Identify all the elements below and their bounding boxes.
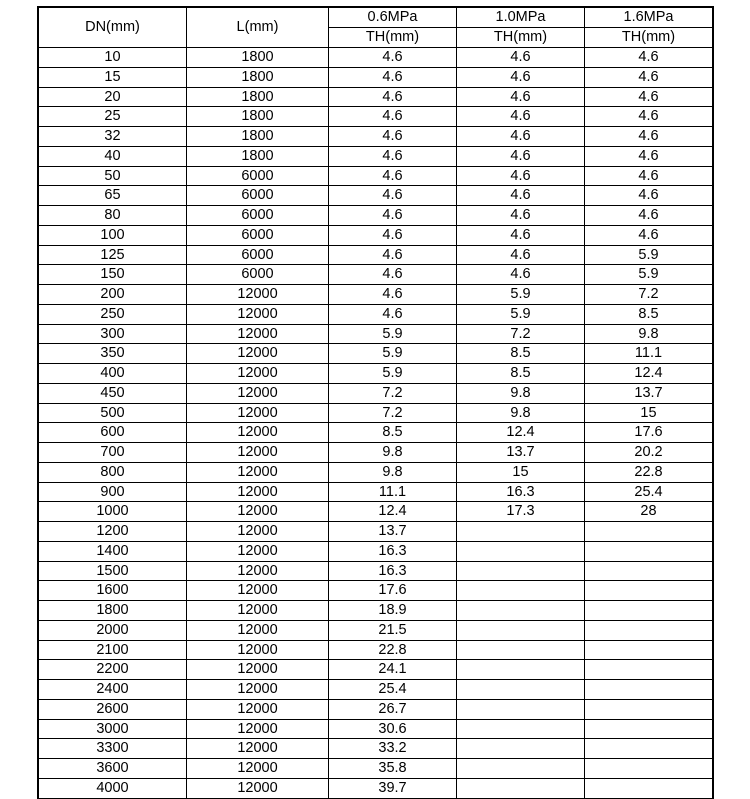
cell-length: 1800 [187,127,329,147]
cell-th-1-6mpa: 4.6 [585,87,713,107]
cell-dn: 200 [39,285,187,305]
table-row [39,759,713,779]
table-row [39,166,713,186]
table-row [39,601,713,621]
table-row [39,285,713,305]
cell-th-1-0mpa: 15 [457,462,585,482]
cell-dn: 450 [39,383,187,403]
cell-th-0-6mpa: 8.5 [329,423,457,443]
cell-th-1-0mpa: 7.2 [457,324,585,344]
cell-th-0-6mpa: 4.6 [329,67,457,87]
cell-dn: 1600 [39,581,187,601]
cell-length: 12000 [187,601,329,621]
table-row [39,719,713,739]
cell-th-1-0mpa: 4.6 [457,48,585,68]
cell-th-0-6mpa: 22.8 [329,640,457,660]
cell-th-1-0mpa: 8.5 [457,344,585,364]
cell-th-1-0mpa: 4.6 [457,166,585,186]
table-row [39,660,713,680]
table-row [39,462,713,482]
table-row [39,324,713,344]
cell-dn: 50 [39,166,187,186]
table-row [39,87,713,107]
cell-length: 12000 [187,304,329,324]
table-row [39,620,713,640]
cell-th-1-0mpa: 9.8 [457,403,585,423]
cell-th-0-6mpa: 4.6 [329,304,457,324]
cell-th-1-0mpa [457,660,585,680]
cell-th-1-0mpa [457,541,585,561]
cell-th-1-0mpa: 4.6 [457,107,585,127]
cell-length: 6000 [187,186,329,206]
cell-th-0-6mpa: 4.6 [329,285,457,305]
cell-th-1-6mpa: 5.9 [585,265,713,285]
cell-th-1-6mpa [585,620,713,640]
table-row [39,265,713,285]
table-row [39,443,713,463]
cell-dn: 1400 [39,541,187,561]
cell-dn: 4000 [39,778,187,798]
cell-th-1-6mpa: 4.6 [585,48,713,68]
cell-dn: 150 [39,265,187,285]
cell-th-1-6mpa [585,541,713,561]
cell-th-1-6mpa: 5.9 [585,245,713,265]
cell-th-1-6mpa [585,778,713,798]
header-row-top [39,8,713,28]
cell-length: 12000 [187,502,329,522]
cell-length: 12000 [187,344,329,364]
cell-length: 12000 [187,620,329,640]
table-row [39,383,713,403]
table-body [39,48,713,799]
cell-length: 12000 [187,699,329,719]
cell-th-1-0mpa: 4.6 [457,245,585,265]
cell-th-1-6mpa: 4.6 [585,225,713,245]
cell-length: 12000 [187,739,329,759]
cell-dn: 25 [39,107,187,127]
cell-th-0-6mpa: 5.9 [329,344,457,364]
cell-length: 12000 [187,561,329,581]
cell-dn: 100 [39,225,187,245]
cell-th-0-6mpa: 16.3 [329,561,457,581]
cell-th-0-6mpa: 4.6 [329,186,457,206]
cell-th-1-6mpa: 28 [585,502,713,522]
table-row [39,245,713,265]
cell-th-0-6mpa: 12.4 [329,502,457,522]
table-row [39,561,713,581]
cell-length: 1800 [187,67,329,87]
cell-th-1-0mpa: 4.6 [457,186,585,206]
cell-th-0-6mpa: 7.2 [329,383,457,403]
cell-dn: 40 [39,146,187,166]
cell-length: 12000 [187,640,329,660]
table-row [39,482,713,502]
cell-th-1-0mpa: 4.6 [457,146,585,166]
cell-th-1-0mpa [457,561,585,581]
cell-th-0-6mpa: 16.3 [329,541,457,561]
cell-dn: 20 [39,87,187,107]
cell-length: 12000 [187,443,329,463]
table-row [39,48,713,68]
table-row [39,67,713,87]
cell-dn: 3000 [39,719,187,739]
cell-th-0-6mpa: 30.6 [329,719,457,739]
cell-th-1-6mpa [585,719,713,739]
cell-dn: 2100 [39,640,187,660]
cell-dn: 350 [39,344,187,364]
cell-th-1-6mpa [585,699,713,719]
column-header-pressure-1-6: 1.6MPa [585,8,713,28]
cell-th-1-0mpa [457,601,585,621]
table-row [39,522,713,542]
cell-length: 12000 [187,581,329,601]
cell-length: 12000 [187,778,329,798]
cell-dn: 3600 [39,759,187,779]
cell-length: 12000 [187,660,329,680]
cell-th-1-6mpa [585,660,713,680]
cell-th-0-6mpa: 4.6 [329,166,457,186]
cell-th-1-6mpa: 13.7 [585,383,713,403]
cell-th-1-6mpa: 4.6 [585,107,713,127]
cell-length: 6000 [187,265,329,285]
cell-th-0-6mpa: 13.7 [329,522,457,542]
cell-length: 12000 [187,364,329,384]
cell-th-1-6mpa [585,759,713,779]
cell-th-1-0mpa: 13.7 [457,443,585,463]
cell-th-0-6mpa: 11.1 [329,482,457,502]
cell-th-0-6mpa: 4.6 [329,146,457,166]
cell-dn: 80 [39,206,187,226]
cell-th-0-6mpa: 17.6 [329,581,457,601]
cell-length: 12000 [187,541,329,561]
cell-dn: 2200 [39,660,187,680]
cell-th-1-6mpa: 8.5 [585,304,713,324]
cell-dn: 1200 [39,522,187,542]
table-row [39,364,713,384]
cell-th-1-0mpa [457,680,585,700]
table-row [39,502,713,522]
cell-dn: 65 [39,186,187,206]
cell-dn: 32 [39,127,187,147]
cell-th-1-0mpa: 16.3 [457,482,585,502]
table-row [39,107,713,127]
cell-th-1-6mpa: 4.6 [585,146,713,166]
table-row [39,225,713,245]
cell-th-0-6mpa: 4.6 [329,107,457,127]
pipe-specification-table [38,7,713,799]
cell-th-1-0mpa: 5.9 [457,285,585,305]
column-header-pressure-0-6: 0.6MPa [329,8,457,28]
cell-dn: 700 [39,443,187,463]
cell-dn: 2400 [39,680,187,700]
table-row [39,699,713,719]
cell-dn: 2600 [39,699,187,719]
cell-th-1-0mpa: 4.6 [457,206,585,226]
cell-th-1-0mpa: 4.6 [457,127,585,147]
cell-length: 12000 [187,423,329,443]
cell-th-1-6mpa: 4.6 [585,127,713,147]
cell-th-0-6mpa: 35.8 [329,759,457,779]
cell-th-0-6mpa: 18.9 [329,601,457,621]
cell-length: 6000 [187,206,329,226]
cell-th-1-0mpa [457,739,585,759]
cell-th-1-6mpa: 4.6 [585,67,713,87]
cell-dn: 500 [39,403,187,423]
cell-th-0-6mpa: 4.6 [329,48,457,68]
cell-th-0-6mpa: 26.7 [329,699,457,719]
cell-dn: 10 [39,48,187,68]
table-row [39,403,713,423]
cell-length: 12000 [187,285,329,305]
cell-dn: 400 [39,364,187,384]
cell-th-1-6mpa: 22.8 [585,462,713,482]
cell-th-0-6mpa: 33.2 [329,739,457,759]
cell-th-0-6mpa: 24.1 [329,660,457,680]
cell-length: 1800 [187,48,329,68]
table-row [39,344,713,364]
cell-th-0-6mpa: 4.6 [329,87,457,107]
cell-th-0-6mpa: 39.7 [329,778,457,798]
cell-th-1-0mpa [457,640,585,660]
cell-th-1-0mpa: 17.3 [457,502,585,522]
table-row [39,581,713,601]
cell-th-1-0mpa [457,778,585,798]
cell-dn: 3300 [39,739,187,759]
cell-th-1-0mpa [457,699,585,719]
cell-dn: 2000 [39,620,187,640]
cell-th-1-0mpa: 8.5 [457,364,585,384]
cell-length: 12000 [187,759,329,779]
cell-th-1-0mpa: 4.6 [457,225,585,245]
cell-length: 12000 [187,462,329,482]
cell-th-1-6mpa [585,581,713,601]
cell-th-1-6mpa [585,640,713,660]
cell-th-0-6mpa: 4.6 [329,245,457,265]
cell-length: 1800 [187,107,329,127]
cell-th-1-0mpa: 9.8 [457,383,585,403]
cell-th-1-6mpa: 4.6 [585,186,713,206]
column-subheader-th-1-0: TH(mm) [457,28,585,48]
cell-th-1-6mpa: 12.4 [585,364,713,384]
cell-length: 1800 [187,87,329,107]
cell-th-1-6mpa: 4.6 [585,166,713,186]
table-row [39,739,713,759]
cell-length: 1800 [187,146,329,166]
table-row [39,541,713,561]
column-header-l: L(mm) [187,8,329,48]
cell-th-1-6mpa: 11.1 [585,344,713,364]
cell-th-0-6mpa: 5.9 [329,324,457,344]
cell-th-1-0mpa: 4.6 [457,87,585,107]
table-row [39,778,713,798]
cell-th-0-6mpa: 5.9 [329,364,457,384]
cell-th-1-6mpa [585,680,713,700]
cell-th-0-6mpa: 9.8 [329,443,457,463]
cell-th-0-6mpa: 4.6 [329,206,457,226]
cell-th-0-6mpa: 25.4 [329,680,457,700]
cell-dn: 125 [39,245,187,265]
table-row [39,206,713,226]
table-row [39,640,713,660]
cell-length: 12000 [187,324,329,344]
cell-th-1-6mpa: 17.6 [585,423,713,443]
cell-th-1-6mpa: 15 [585,403,713,423]
cell-th-1-6mpa: 20.2 [585,443,713,463]
cell-length: 6000 [187,166,329,186]
cell-th-1-0mpa [457,581,585,601]
cell-th-1-6mpa: 4.6 [585,206,713,226]
cell-dn: 250 [39,304,187,324]
column-subheader-th-1-6: TH(mm) [585,28,713,48]
cell-th-0-6mpa: 4.6 [329,265,457,285]
column-header-dn: DN(mm) [39,8,187,48]
cell-th-1-0mpa [457,620,585,640]
cell-length: 6000 [187,245,329,265]
cell-th-1-0mpa [457,759,585,779]
cell-th-1-0mpa: 5.9 [457,304,585,324]
cell-th-1-0mpa: 4.6 [457,67,585,87]
cell-dn: 1000 [39,502,187,522]
cell-length: 12000 [187,719,329,739]
cell-dn: 1800 [39,601,187,621]
table-header [39,8,713,48]
cell-dn: 300 [39,324,187,344]
table-row [39,146,713,166]
cell-th-1-6mpa [585,601,713,621]
cell-th-1-0mpa [457,719,585,739]
cell-th-1-6mpa: 9.8 [585,324,713,344]
cell-th-1-0mpa: 4.6 [457,265,585,285]
cell-th-1-6mpa [585,561,713,581]
cell-length: 12000 [187,383,329,403]
cell-th-0-6mpa: 7.2 [329,403,457,423]
cell-dn: 600 [39,423,187,443]
cell-th-1-0mpa: 12.4 [457,423,585,443]
cell-th-0-6mpa: 4.6 [329,225,457,245]
cell-length: 12000 [187,522,329,542]
cell-th-0-6mpa: 21.5 [329,620,457,640]
cell-th-1-6mpa: 7.2 [585,285,713,305]
cell-dn: 900 [39,482,187,502]
cell-th-0-6mpa: 9.8 [329,462,457,482]
cell-th-1-6mpa [585,522,713,542]
cell-th-1-6mpa: 25.4 [585,482,713,502]
cell-dn: 800 [39,462,187,482]
table-row [39,423,713,443]
cell-length: 12000 [187,482,329,502]
cell-th-1-0mpa [457,522,585,542]
table-row [39,304,713,324]
cell-dn: 15 [39,67,187,87]
cell-length: 12000 [187,403,329,423]
cell-th-0-6mpa: 4.6 [329,127,457,147]
column-subheader-th-0-6: TH(mm) [329,28,457,48]
cell-length: 6000 [187,225,329,245]
table-row [39,186,713,206]
cell-dn: 1500 [39,561,187,581]
table-row [39,680,713,700]
cell-th-1-6mpa [585,739,713,759]
table-row [39,127,713,147]
cell-length: 12000 [187,680,329,700]
column-header-pressure-1-0: 1.0MPa [457,8,585,28]
